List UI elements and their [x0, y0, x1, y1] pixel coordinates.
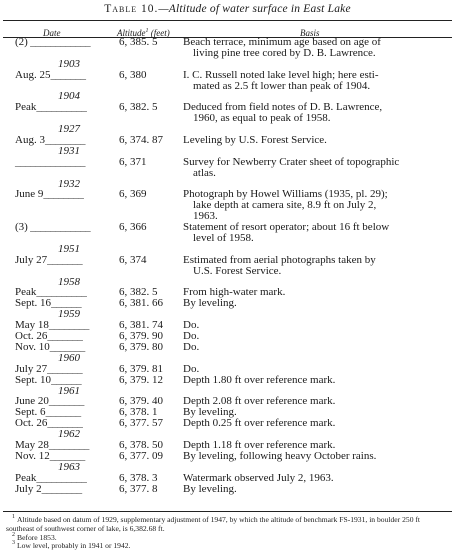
col-header-basis: Basis: [300, 28, 320, 38]
basis-cell: Do.: [183, 340, 200, 353]
table-row: [0, 266, 455, 277]
altitude-cell: 6, 379. 12: [119, 373, 163, 386]
year-label: 1961: [58, 384, 80, 397]
altitude-cell: 6, 374: [119, 253, 147, 266]
table-title: [0, 3, 455, 15]
footnote-number: 1: [12, 514, 15, 521]
leader-dots: ________: [44, 134, 85, 147]
date-footnote-mark: (3): [15, 221, 28, 234]
table-row: [0, 200, 455, 211]
altitude-cell: 6, 382. 5: [119, 101, 158, 114]
table-label: Table 10.: [104, 3, 159, 15]
basis-cell: atlas.: [193, 166, 216, 179]
leader-dots: _______: [47, 253, 83, 266]
altitude-cell: 6, 380: [119, 68, 147, 81]
date-text: July 2: [15, 482, 42, 495]
altitude-cell: 6, 385. 5: [119, 36, 158, 48]
table-row: [0, 484, 455, 495]
table-row: [0, 375, 455, 386]
leader-dots: _______: [50, 68, 86, 81]
basis-cell: Statement of resort operator; about 16 ft below: [183, 221, 390, 234]
footnote-number: 2: [12, 532, 15, 539]
altitude-cell: 6, 378. 3: [119, 471, 158, 484]
date-cell: [15, 102, 117, 113]
year-label: 1963: [58, 460, 80, 473]
year-label: 1932: [58, 177, 80, 190]
leader-dots: ______________: [15, 155, 85, 168]
altitude-cell: 6, 377. 8: [119, 482, 158, 495]
date-cell: [15, 222, 117, 233]
leader-dots: _______: [47, 330, 83, 343]
leader-dots: ________: [43, 188, 84, 201]
basis-cell: mated as 2.5 ft lower than peak of 1904.: [193, 79, 371, 92]
header-top-rule: [3, 20, 452, 21]
altitude-cell: 6, 366: [119, 221, 147, 234]
col-header-altitude-footnote-mark: 1: [145, 28, 149, 34]
leader-dots: __________: [36, 101, 87, 114]
footnote: [6, 515, 450, 533]
date-text: Peak: [15, 101, 37, 114]
basis-cell: Depth 0.25 ft over reference mark.: [183, 417, 336, 430]
leader-dots: __________: [36, 471, 87, 484]
date-text: Nov. 10: [15, 340, 50, 353]
leader-dots: _______: [48, 395, 84, 408]
year-label: 1958: [58, 275, 80, 288]
altitude-cell: 6, 379. 90: [119, 330, 163, 343]
date-text: June 9: [15, 188, 44, 201]
year-label: 1959: [58, 308, 80, 321]
date-footnote-mark: (2): [15, 36, 28, 48]
basis-cell: Do.: [183, 330, 200, 343]
altitude-cell: 6, 369: [119, 188, 147, 201]
date-text: Oct. 26: [15, 330, 48, 343]
basis-cell: U.S. Forest Service.: [193, 264, 282, 277]
basis-cell: 1960, as equal to peak of 1958.: [193, 112, 331, 125]
leader-dots: ______: [51, 373, 82, 386]
year-label: 1931: [58, 144, 80, 157]
date-text: Peak: [15, 471, 37, 484]
altitude-cell: 6, 379. 40: [119, 395, 163, 408]
date-cell: [15, 375, 117, 386]
leader-dots: ____________: [27, 36, 91, 48]
leader-dots: _______: [47, 362, 83, 375]
basis-cell: I. C. Russell noted lake level high; here esti-: [183, 68, 379, 81]
leader-dots: ______: [51, 297, 82, 310]
basis-cell: By leveling.: [183, 406, 237, 419]
date-cell: [15, 189, 117, 200]
basis-cell: Survey for Newberry Crater sheet of topographic: [183, 155, 400, 168]
altitude-cell: 6, 382. 5: [119, 286, 158, 299]
basis-cell: 1963.: [193, 210, 218, 223]
altitude-cell: 6, 379. 80: [119, 340, 163, 353]
table-row: [0, 157, 455, 168]
date-cell: [15, 484, 117, 495]
date-cell: [15, 37, 117, 48]
table-caption: —Altitude of water surface in East Lake: [158, 3, 351, 15]
basis-cell: Do.: [183, 319, 200, 332]
date-text: Peak: [15, 286, 37, 299]
altitude-cell: 6, 377. 09: [119, 449, 163, 462]
altitude-cell: 6, 381. 74: [119, 319, 163, 332]
altitude-cell: 6, 381. 66: [119, 297, 163, 310]
date-text: May 18: [15, 319, 49, 332]
year-label: 1951: [58, 242, 80, 255]
basis-cell: Beach terrace, minimum age based on age of: [183, 36, 381, 48]
basis-cell: By leveling.: [183, 297, 237, 310]
footnote-text: Before 1853.: [17, 533, 57, 542]
basis-cell: lake depth at camera site, 8.9 ft on July 2,: [193, 199, 377, 212]
year-label: 1960: [58, 351, 80, 364]
date-text: July 27: [15, 253, 48, 266]
date-text: Sept. 16: [15, 297, 52, 310]
date-text: Sept. 10: [15, 373, 52, 386]
table-bottom-rule: [3, 511, 452, 512]
table-row: [0, 168, 455, 179]
date-cell: [15, 70, 117, 81]
leader-dots: _______: [45, 406, 81, 419]
basis-cell: level of 1958.: [193, 232, 254, 245]
col-header-date: Date: [43, 28, 61, 38]
leader-dots: ________: [48, 319, 89, 332]
date-text: Aug. 3: [15, 134, 45, 147]
year-label: 1904: [58, 90, 80, 103]
leader-dots: _______: [47, 417, 83, 430]
date-cell: [15, 255, 117, 266]
date-text: May 28: [15, 438, 49, 451]
altitude-cell: 6, 378. 50: [119, 438, 163, 451]
date-text: July 27: [15, 362, 48, 375]
table-body: [0, 37, 455, 494]
altitude-cell: 6, 371: [119, 155, 147, 168]
year-label: 1927: [58, 123, 80, 136]
table-row: [0, 70, 455, 81]
leader-dots: _______: [49, 340, 85, 353]
basis-cell: Photograph by Howel Williams (1935, pl. 29);: [183, 188, 388, 201]
leader-dots: __________: [36, 286, 87, 299]
date-text: June 20: [15, 395, 49, 408]
date-text: Oct. 26: [15, 417, 48, 430]
basis-cell: living pine tree cored by D. B. Lawrence.: [193, 46, 376, 59]
year-label: 1903: [58, 57, 80, 70]
altitude-cell: 6, 379. 81: [119, 362, 163, 375]
leader-dots: ________: [48, 438, 89, 451]
basis-cell: Depth 2.08 ft over reference mark.: [183, 395, 336, 408]
altitude-cell: 6, 378. 1: [119, 406, 158, 419]
basis-cell: Deduced from field notes of D. B. Lawrence,: [183, 101, 383, 114]
col-header-altitude-text: Altitude: [117, 28, 146, 38]
basis-cell: Depth 1.80 ft over reference mark.: [183, 373, 336, 386]
basis-cell: Do.: [183, 362, 200, 375]
footnote-text: Low level, probably in 1941 or 1942.: [17, 541, 131, 550]
footnote: [6, 541, 450, 550]
leader-dots: _______: [49, 449, 85, 462]
basis-cell: Watermark observed July 2, 1963.: [183, 471, 334, 484]
basis-cell: By leveling, following heavy October rains.: [183, 449, 377, 462]
basis-cell: From high-water mark.: [183, 286, 286, 299]
date-text: Aug. 25: [15, 68, 51, 81]
footnote-number: 3: [12, 540, 15, 547]
basis-cell: Depth 1.18 ft over reference mark.: [183, 438, 336, 451]
col-header-altitude-unit: (feet): [148, 28, 170, 38]
leader-dots: ____________: [27, 221, 91, 234]
leader-dots: ________: [41, 482, 82, 495]
basis-cell: Estimated from aerial photographs taken by: [183, 253, 376, 266]
date-cell: [15, 157, 117, 168]
date-text: Nov. 12: [15, 449, 50, 462]
altitude-cell: 6, 377. 57: [119, 417, 163, 430]
year-label: 1962: [58, 428, 80, 441]
altitude-cell: 6, 374. 87: [119, 134, 163, 147]
basis-cell: Leveling by U.S. Forest Service.: [183, 134, 327, 147]
footnote-text: Altitude based on datum of 1929, supplementary adjustment of 1947, by which the altitude of benchmark FS-1931, in boulder 250 ft southeast of southwest corner of lake, is 6,382.68 ft.: [6, 515, 421, 533]
basis-cell: By leveling.: [183, 482, 237, 495]
date-text: Sept. 6: [15, 406, 46, 419]
